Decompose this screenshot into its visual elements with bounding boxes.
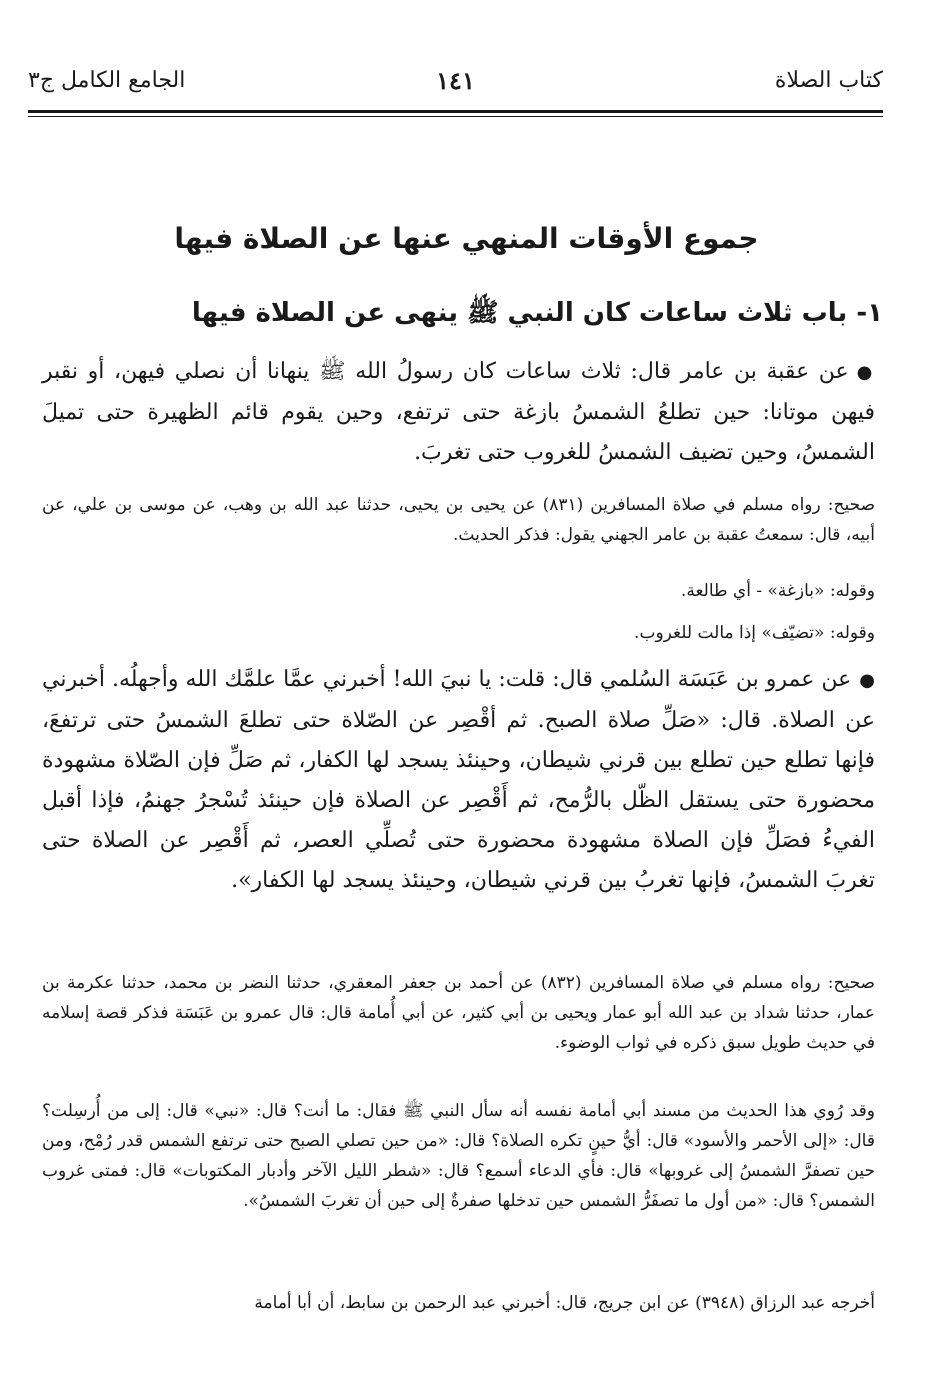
section-title: جموع الأوقات المنهي عنها عن الصلاة فيها bbox=[174, 222, 759, 255]
header-rule-thick bbox=[28, 110, 883, 113]
running-head-book-title: الجامع الكامل ج٣ bbox=[28, 68, 186, 93]
page-number: ١٤١ bbox=[436, 66, 475, 95]
takhrij-note: صحيح: رواه مسلم في صلاة المسافرين (٨٣٢) عن أحمد بن جعفر المعقري، حدثنا النضر بن محمد، حدثنا عكرمة بن عمار، حدثنا شداد بن عبد الله أبو عمار ويحيى بن أبي كثير، عن أبي أُمامة قال: قال عمرو بن عَبَسَة فذكر قصة إسلامه في حديث طويل سبق ذكره في ثواب الوضوء. bbox=[42, 973, 875, 1053]
running-head-section: كتاب الصلاة bbox=[774, 68, 883, 93]
commentary-note: وقد رُوي هذا الحديث من مسند أبي أمامة نفسه أنه سأل النبي ﷺ فقال: ما أنت؟ قال: «نبي» قال: إلى من أُرسِلت؟ قال: «إلى الأحمر والأسود» قال: أيُّ حينٍ تكره الصلاة؟ قال: «من حين تصلي الصبح حتى ترتفع الشمس قدر رُمْح، ومن حين تصفرَّ الشمسُ إلى غروبها» قال: فأي الدعاء أسمع؟ قال: «شطر الليل الآخر وأدبار المكتوبات» قال: فمتى غروب الشمس؟ قال: «من أول ما تصفَرُّ الشمس حين تدخلها صفرةٌ إلى حين أن تغربَ الشمسُ». bbox=[42, 1101, 875, 1211]
hadith-paragraph bbox=[42, 660, 875, 901]
takhrij-note: أخرجه عبد الرزاق (٣٩٤٨) عن ابن جريج، قال: أخبرني عبد الرحمن بن سابط، أن أبا أمامة bbox=[254, 1293, 875, 1313]
hadith-text: عن عمرو بن عَبَسَة السُلمي قال: قلت: يا نبيَ الله! أخبرني عمَّا علمَّك الله وأجهلُه. أخبرني عن الصلاة. قال: «صَلِّ صلاة الصبح. ثم أقْصِر عن الصّلاة حتى تطلعَ الشمسُ حتى ترتفعَ، فإنها تطلع حين تطلع بين قرني شيطان، وحينئذ يسجد لها الكفار، ثم صَلِّ فإن الصّلاة مشهودة محضورة حتى يستقل الظّل بالرُّمح، ثم أَقْصِر عن الصلاة فإن حينئذ تُسْجرُ جهنمُ، فإذا أقبل الفيءُ فصَلِّ فإن الصلاة مشهودة محضورة حتى تُصلِّي العصر، ثم أَقْصِر عن الصلاة حتى تغربَ الشمسُ، فإنها تغربُ بين قرني شيطان، وحينئذ يسجد لها الكفار». bbox=[42, 667, 875, 893]
bullet-icon: ● bbox=[856, 362, 875, 383]
bullet-icon: ● bbox=[859, 670, 875, 691]
gloss-note: وقوله: «تضيّف» إذا مالت للغروب. bbox=[634, 623, 875, 643]
page-header bbox=[28, 64, 883, 108]
hadith-text: عن عقبة بن عامر قال: ثلاث ساعات كان رسولُ الله ﷺ ينهانا أن نصلي فيهن، أو نقبر فيهن موتانا: حين تطلعُ الشمسُ بازغة حتى ترتفع، وحين يقوم قائم الظهيرة حتى تميلَ الشمسُ، وحين تضيف الشمسُ للغروب حتى تغربَ. bbox=[42, 359, 875, 465]
header-rule-thin bbox=[28, 116, 883, 117]
hadith-paragraph bbox=[42, 352, 875, 473]
gloss-note: وقوله: «بازغة» - أي طالعة. bbox=[680, 581, 875, 601]
takhrij-note: صحيح: رواه مسلم في صلاة المسافرين (٨٣١) عن يحيى بن يحيى، حدثنا عبد الله بن وهب، عن موسى بن علي، عن أبيه، قال: سمعتُ عقبة بن عامر الجهني يقول: فذكر الحديث. bbox=[42, 495, 875, 545]
chapter-heading: ١- باب ثلاث ساعات كان النبي ﷺ ينهى عن الصلاة فيها bbox=[191, 298, 883, 328]
